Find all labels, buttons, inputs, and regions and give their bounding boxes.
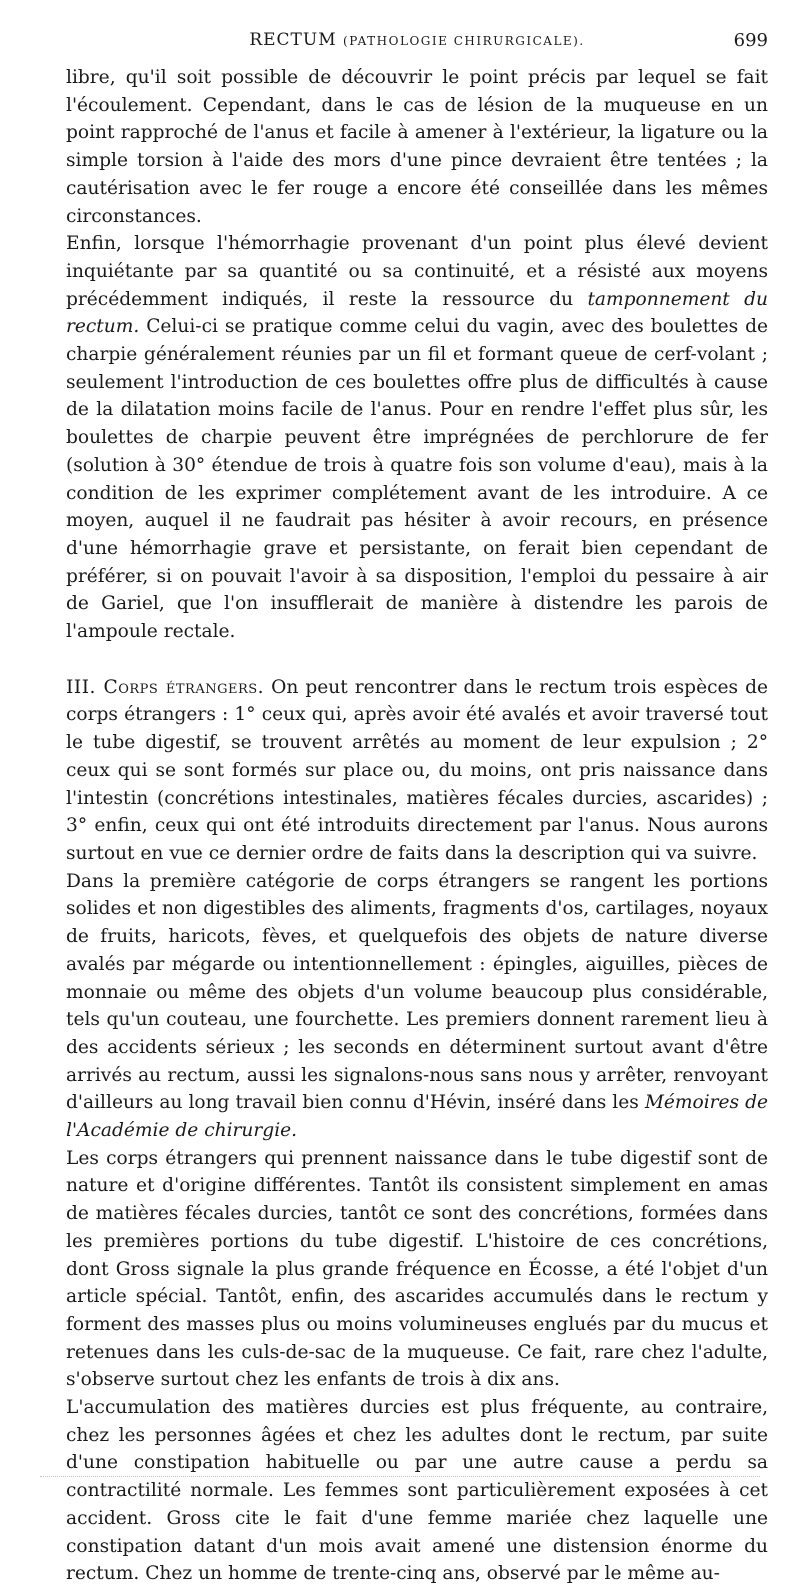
page-number: 699 xyxy=(733,30,768,51)
paragraph-premiere-categorie xyxy=(66,868,768,1145)
paragraph-text: L'accumulation des matières durcies est plus fréquente, au contraire, chez les personnes âgées et chez les adultes dont le rectum, par suite d'une constipation habituelle ou par une autre cause a perdu sa contractilité normale. Les femmes sont particulièrement exposées à cet accident. Gross cite le fait d'une femme mariée chez laquelle une constipation datant d'un mois avait amené une distension énorme du rectum. Chez un homme de trente-cinq ans, observé par le même au- xyxy=(66,1397,768,1585)
paragraph-text: Enfin, lorsque l'hémorrhagie provenant d'un point plus élevé devient inquiétante par sa quantité ou sa continuité, et a résisté aux moyens précédemment indiqués, il reste la ressource du xyxy=(66,233,768,310)
body-text xyxy=(66,64,768,1588)
paragraph-text: libre, qu'il soit possible de découvrir le point précis par lequel se fait l'écoulement. Cependant, dans le cas de lésion de la muqueuse en un point rapproché de l'anus et facile à amener à l'extérieur, la ligature ou la simple torsion à l'aide des mors d'une pince devraient être tentées ; la cautérisation avec le fer rouge a encore été conseillée dans les mêmes circonstances. xyxy=(66,67,768,227)
paragraph-text: On peut rencontrer dans le rectum trois espèces de corps étrangers : 1° ceux qui, après avoir été avalés et avoir traversé tout le tube digestif, se trouvent arrêtés au moment de leur expulsion ; 2° ceux qui se sont formés sur place ou, du moins, ont pris naissance dans l'intestin (concrétions intestinales, matières fécales durcies, ascarides) ; 3° enfin, ceux qui ont été introduits directement par l'anus. Nous aurons surtout en vue ce dernier ordre de faits dans la description qui va suivre. xyxy=(66,676,768,864)
page-header xyxy=(66,30,768,60)
running-title-main: RECTUM xyxy=(249,30,337,50)
italic-reference: Mémoires de l'Académie de chirurgie. xyxy=(66,1092,769,1142)
section-heading: III. Corps étrangers. xyxy=(66,676,265,698)
running-title-sub: (PATHOLOGIE CHIRURGICALE). xyxy=(343,34,585,48)
section-corps-etrangers xyxy=(66,674,768,868)
paragraph-accumulation xyxy=(66,1394,768,1588)
paragraph-continuation xyxy=(66,64,768,230)
paragraph-tamponnement xyxy=(66,230,768,646)
italic-term: tamponnement du rectum. xyxy=(66,288,768,338)
paragraph-tube-digestif xyxy=(66,1145,768,1394)
page-bottom-edge xyxy=(40,1466,760,1477)
running-title xyxy=(66,30,768,50)
paragraph-text: Celui-ci se pratique comme celui du vagin, avec des boulettes de charpie généralement réunies par un fil et formant queue de cerf-volant ; seulement l'introduction de ces boulettes offre plus de difficultés à cause de la dilatation moins facile de l'anus. Pour en rendre l'effet plus sûr, les boulettes de charpie peuvent être imprégnées de perchlorure de fer (solution à 30° étendue de trois à quatre fois son volume d'eau), mais à la condition de les exprimer complétement avant de les introduire. A ce moyen, auquel il ne faudrait pas hésiter à avoir recours, en présence d'une hémorrhagie grave et persistante, on ferait bien cependant de préférer, si on pouvait l'avoir à sa disposition, l'emploi du pessaire à air de Gariel, que l'on insufflerait de manière à distendre les parois de l'ampoule rectale. xyxy=(66,316,768,643)
paragraph-text: Dans la première catégorie de corps étrangers se rangent les portions solides et non digestibles des aliments, fragments d'os, cartilages, noyaux de fruits, haricots, fèves, et quelquefois des objets de nature diverse avalés par mégarde ou intentionnellement : épingles, aiguilles, pièces de monnaie ou même des objets d'un volume beaucoup plus considérable, tels qu'un couteau, une fourchette. Les premiers donnent rarement lieu à des accidents sérieux ; les seconds en déterminent surtout avant d'être arrivés au rectum, aussi les signalons-nous sans nous y arrêter, renvoyant d'ailleurs au long travail bien connu d'Hévin, inséré dans les xyxy=(66,870,768,1114)
paragraph-text: Les corps étrangers qui prennent naissance dans le tube digestif sont de nature et d'origine différentes. Tantôt ils consistent simplement en amas de matières fécales durcies, tantôt ce sont des concrétions, formées dans les premières portions du tube digestif. L'histoire de ces concrétions, dont Gross signale la plus grande fréquence en Écosse, a été l'objet d'un article spécial. Tantôt, enfin, des ascarides accumulés dans le rectum y forment des masses plus ou moins volumineuses englués par du mucus et retenues dans les culs-de-sac de la muqueuse. Ce fait, rare chez l'adulte, s'observe surtout chez les enfants de trois à dix ans. xyxy=(66,1147,768,1391)
